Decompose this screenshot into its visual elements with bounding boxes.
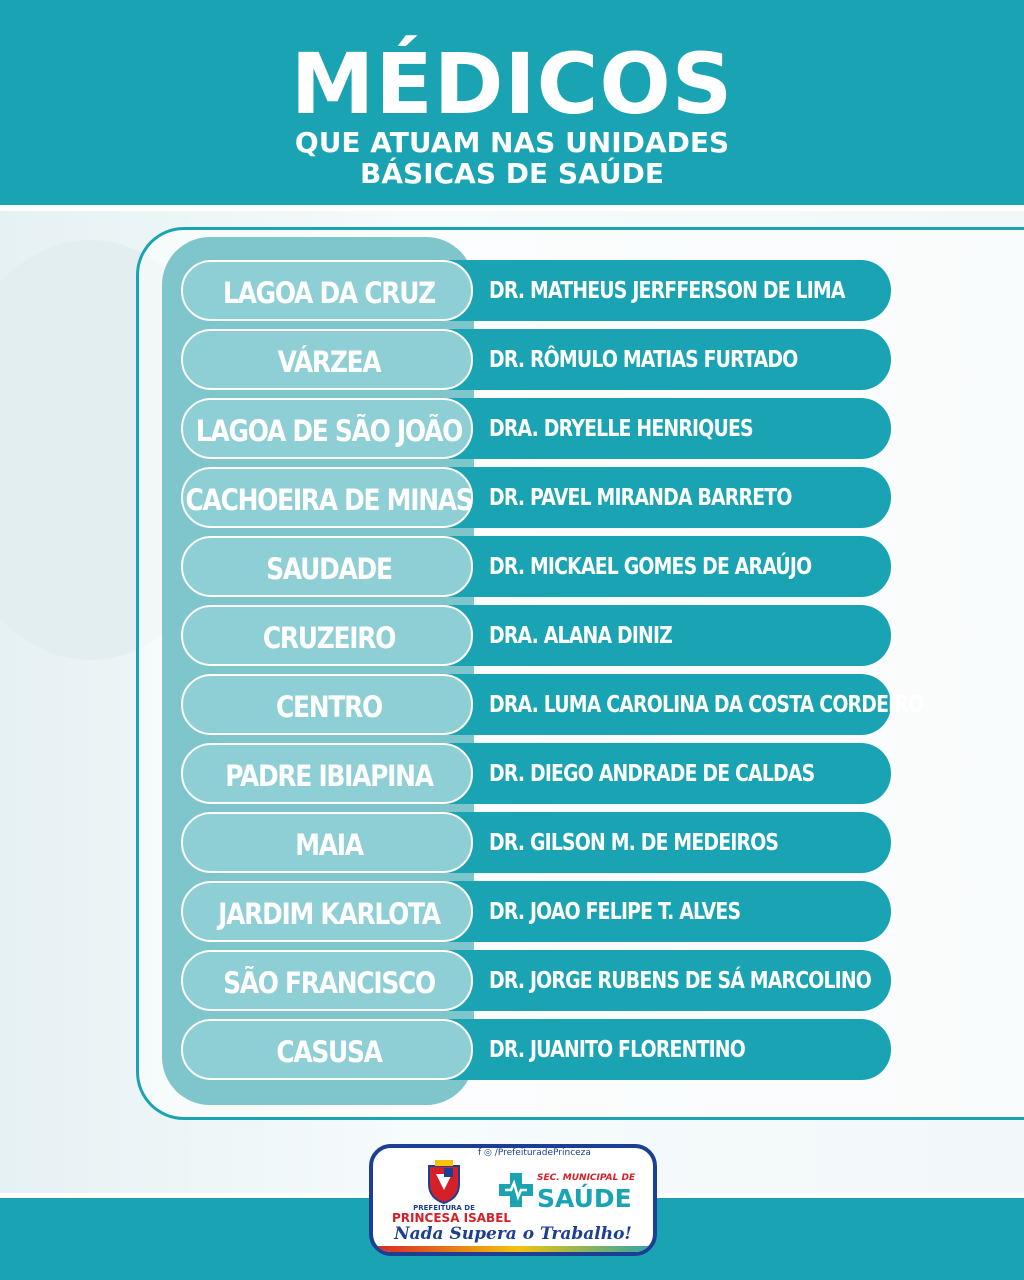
unit-name: CASUSA (276, 1034, 382, 1069)
list-item (181, 605, 891, 666)
list-item (181, 260, 891, 321)
secretaria-label: SEC. MUNICIPAL DE (537, 1173, 636, 1183)
unit-name: SÃO FRANCISCO (223, 965, 435, 1000)
instagram-icon: ◎ (484, 1148, 492, 1158)
unit-name: LAGOA DE SÃO JOÃO (195, 413, 463, 448)
unit-name: CENTRO (276, 689, 382, 724)
doctor-name: DR. JUANITO FLORENTINO (489, 1036, 745, 1063)
unit-pill (181, 260, 473, 321)
list-item (181, 536, 891, 597)
page-subtitle-line2: BÁSICAS DE SAÚDE (360, 157, 664, 190)
page-title: MÉDICOS (290, 35, 734, 133)
saude-label: SAÚDE (537, 1184, 632, 1213)
unit-name: PADRE IBIAPINA (225, 758, 433, 793)
unit-pill (181, 950, 473, 1011)
doctor-name: DR. JOAO FELIPE T. ALVES (489, 898, 741, 925)
unit-name: MAIA (295, 827, 363, 862)
doctor-name: DRA. ALANA DINIZ (489, 622, 673, 649)
list-item (181, 812, 891, 873)
doctor-name: DR. MATHEUS JERFFERSON DE LIMA (489, 277, 845, 304)
unit-name: CACHOEIRA DE MINAS (185, 482, 473, 517)
social-handle: f ◎ /PrefeituradePrinceza (478, 1148, 591, 1158)
facebook-icon: f (478, 1148, 482, 1158)
header-banner (0, 0, 1024, 211)
unit-pill (181, 329, 473, 390)
unit-name: CRUZEIRO (262, 620, 396, 655)
health-cross-icon (497, 1171, 535, 1209)
unit-name: JARDIM KARLOTA (218, 896, 440, 931)
doctor-name: DR. MICKAEL GOMES DE ARAÚJO (489, 553, 812, 580)
list-item (181, 674, 924, 735)
list-item (181, 881, 891, 942)
unit-name: VÁRZEA (277, 344, 381, 379)
unit-pill (181, 743, 473, 804)
doctor-name: DRA. LUMA CAROLINA DA COSTA CORDEIRO (489, 691, 924, 718)
unit-name: SAUDADE (266, 551, 392, 586)
unit-pill (181, 674, 473, 735)
list-item (181, 398, 891, 459)
city-crest-icon (423, 1158, 465, 1204)
doctor-name: DR. GILSON M. DE MEDEIROS (489, 829, 779, 856)
unit-name: LAGOA DA CRUZ (223, 275, 435, 310)
list-item (181, 467, 891, 528)
doctor-name: DR. PAVEL MIRANDA BARRETO (489, 484, 792, 511)
slogan: Nada Supera o Trabalho! (394, 1224, 632, 1244)
unit-pill (181, 605, 473, 666)
unit-pill (181, 398, 473, 459)
unit-pill (181, 881, 473, 942)
doctor-name: DR. RÔMULO MATIAS FURTADO (489, 346, 798, 373)
city-name: PRINCESA ISABEL (392, 1211, 512, 1225)
page-subtitle-line1: QUE ATUAM NAS UNIDADES (294, 126, 730, 159)
doctor-name: DR. DIEGO ANDRADE DE CALDAS (489, 760, 815, 787)
doctor-name: DRA. DRYELLE HENRIQUES (489, 415, 753, 442)
prefeitura-label: PREFEITURA DE (413, 1204, 475, 1212)
unit-pill (181, 1019, 473, 1080)
unit-pill (181, 467, 473, 528)
unit-pill (181, 812, 473, 873)
unit-pill (181, 536, 473, 597)
list-item (181, 1019, 891, 1080)
list-item (181, 743, 891, 804)
logo-color-stripe (369, 1246, 657, 1256)
list-item (181, 950, 891, 1011)
list-item (181, 329, 891, 390)
doctor-name: DR. JORGE RUBENS DE SÁ MARCOLINO (489, 967, 872, 994)
